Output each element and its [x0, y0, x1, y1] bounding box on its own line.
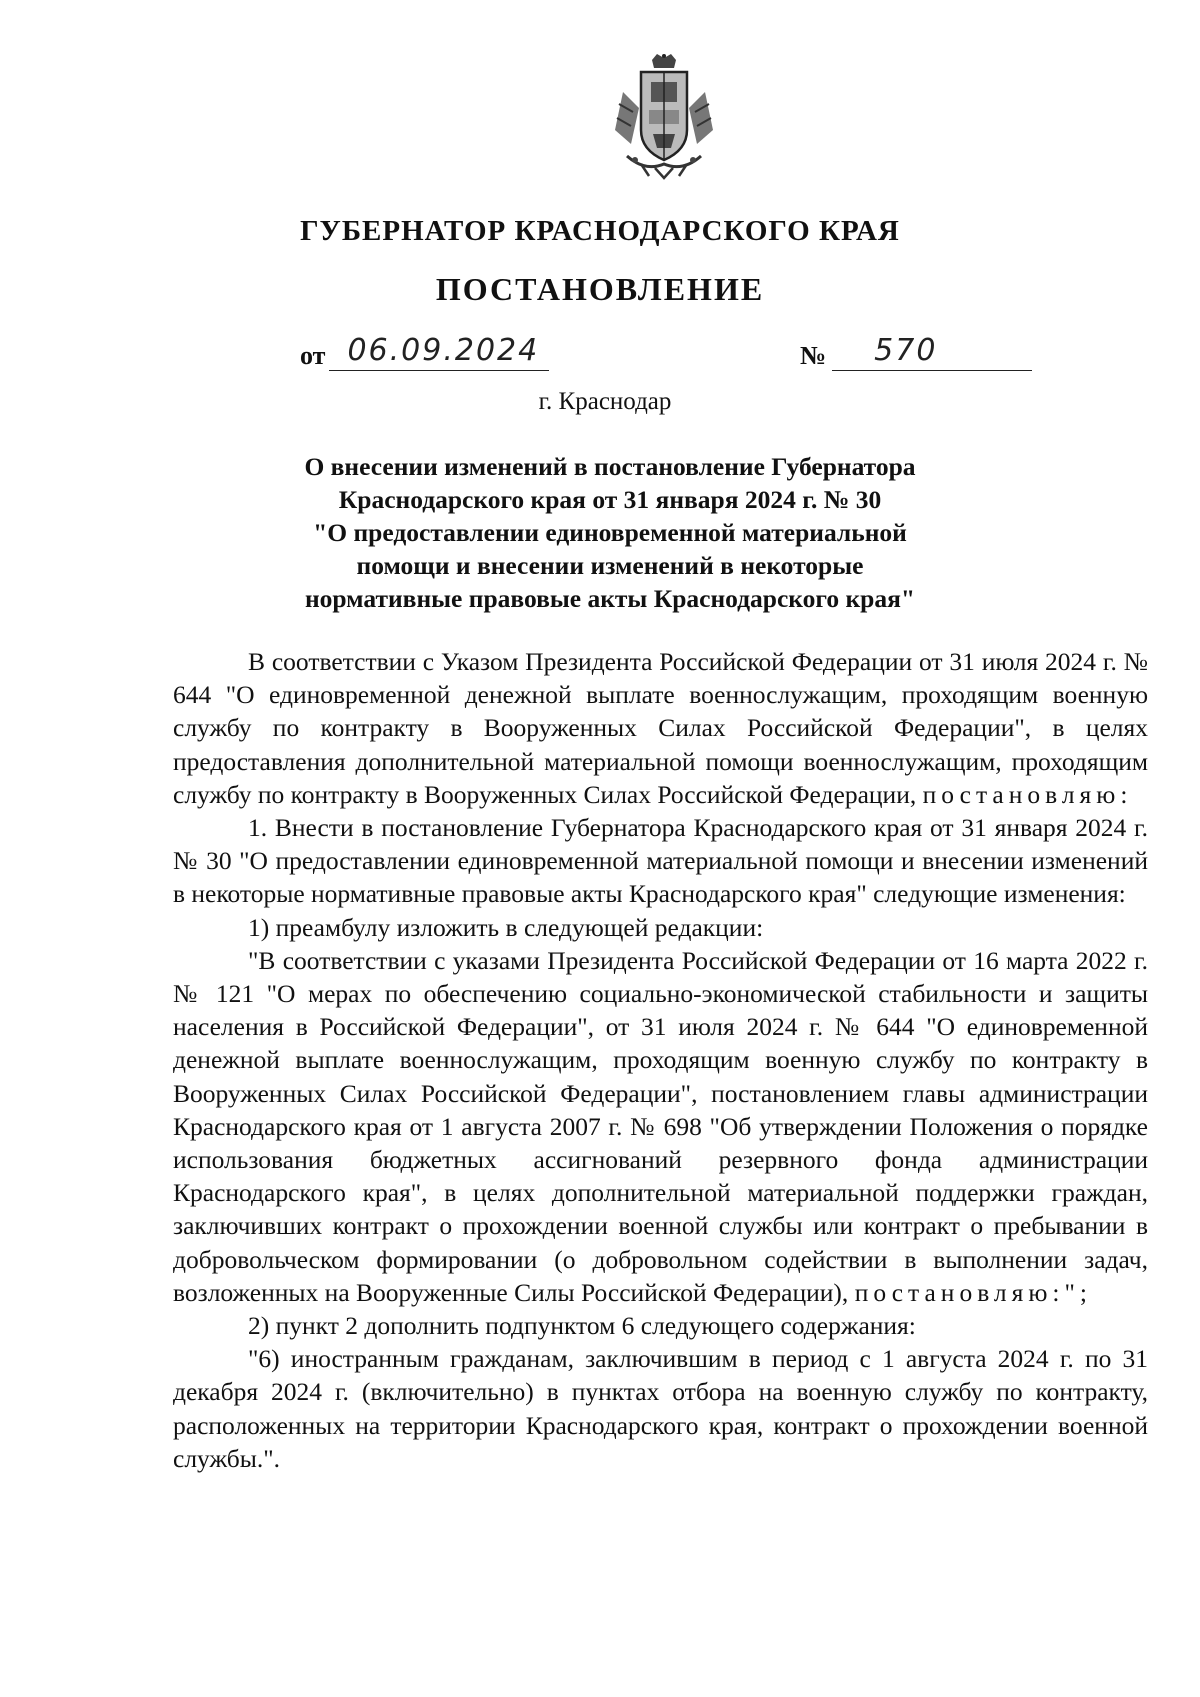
coat-of-arms-emblem	[605, 52, 723, 180]
decree-subject	[250, 450, 970, 615]
subpoint-6-paragraph: "6) иностранным гражданам, заключившим в период с 1 августа 2024 г. по 31 декабря 2024 г. (включительно) в пунктах отбора на военную службу по контракту, расположенных на территории Краснодарского края, контракт о прохождении военной службы.".	[173, 1344, 1148, 1473]
issuing-authority: ГУБЕРНАТОР КРАСНОДАРСКОГО КРАЯ	[300, 215, 900, 247]
preamble-paragraph	[173, 645, 1148, 811]
subject-line: Краснодарского края от 31 января 2024 г. № 30	[338, 485, 882, 514]
new-preamble-text: "В соответствии с указами Президента Российской Федерации от 16 марта 2022 г. № 121 "О мерах по обеспечению социально-экономической стабильности и защиты населения в Российской Федерации", от 31 июля 2024 г. № 644 "О единовременной денежной выплате военнослужащим, проходящим военную службу по контракту в Вооруженных Силах Российской Федерации", постановлением главы администрации Краснодарского края от 1 августа 2007 г. № 698 "Об утверждении Положения о порядке использования бюджетных ассигнований резервного фонда администрации Краснодарского края", в целях дополнительной материальной поддержки граждан, заключивших контракт о прохождении военной службы или контракт о пребывании в добровольческом формировании (о добровольном содействии в выполнении задач, возложенных на Вооруженные Силы Российской Федерации),	[173, 945, 1148, 1307]
decree-word: постановляю:";	[854, 1277, 1092, 1307]
subclause-1-paragraph: 1) преамбулу изложить в следующей редакции:	[248, 912, 764, 942]
date-field	[300, 333, 549, 371]
date-prefix: от	[300, 341, 326, 370]
subclause-2-paragraph: 2) пункт 2 дополнить подпунктом 6 следующего содержания:	[248, 1311, 916, 1341]
date-underline	[329, 333, 549, 371]
city-location: г. Краснодар	[538, 388, 672, 415]
preamble-text: В соответствии с Указом Президента Российской Федерации от 31 июля 2024 г. № 644 "О единовременной денежной выплате военнослужащим, проходящим военную службу по контракту в Вооруженных Силах Российской Федерации", в целях предоставления дополнительной материальной помощи военнослужащим, проходящим службу по контракту в Вооруженных Силах Российской Федерации,	[173, 647, 1148, 809]
subject-line: "О предоставлении единовременной материальной	[313, 518, 907, 547]
number-field	[800, 333, 1032, 371]
handwritten-number: 570	[874, 333, 938, 368]
document-type-title: ПОСТАНОВЛЕНИЕ	[435, 271, 765, 307]
number-prefix: №	[800, 341, 827, 370]
decree-word: постановляю:	[922, 779, 1133, 809]
decree-body	[173, 645, 1148, 1475]
number-underline	[832, 333, 1032, 371]
subject-line: помощи и внесении изменений в некоторые	[356, 551, 864, 580]
clause-1-paragraph: 1. Внести в постановление Губернатора Краснодарского края от 31 января 2024 г. № 30 "О предоставлении единовременной материальной помощи и внесении изменений в некоторые нормативные правовые акты Краснодарского края" следующие изменения:	[173, 813, 1148, 909]
subject-line: О внесении изменений в постановление Губернатора	[304, 452, 916, 481]
subject-line: нормативные правовые акты Краснодарского края"	[304, 584, 916, 613]
handwritten-date: 06.09.2024	[347, 333, 540, 368]
new-preamble-paragraph	[173, 944, 1148, 1309]
